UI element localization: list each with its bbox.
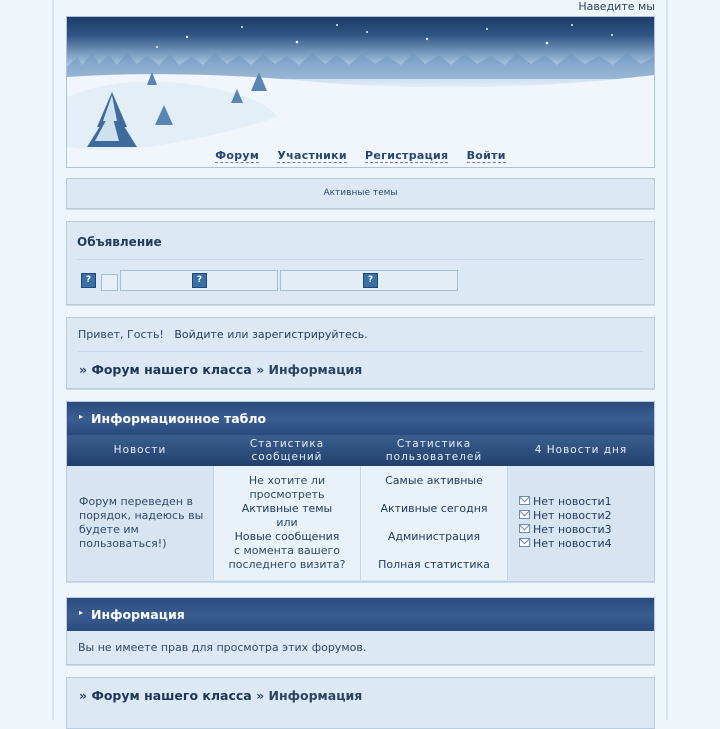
information-panel <box>66 597 655 665</box>
marquee-text: Наведите мы <box>578 0 655 13</box>
welcome-panel <box>66 317 655 389</box>
message-stats-cell <box>214 466 361 580</box>
envelope-icon <box>519 538 530 547</box>
welcome-greeting: Привет, Гость! <box>78 328 164 341</box>
help-icon[interactable]: ? <box>363 273 378 288</box>
announcement-title: Объявление <box>77 235 162 249</box>
new-posts-link[interactable]: Новые сообщения <box>234 530 340 543</box>
msg-stats-line: последнего визита? <box>228 558 346 571</box>
breadcrumb-sep: » <box>79 362 88 377</box>
info-board-column-headers <box>67 435 654 466</box>
announcement-panel <box>66 221 655 305</box>
full-stats-link[interactable]: Полная статистика <box>378 558 490 571</box>
daily-news-item[interactable] <box>519 495 612 509</box>
breadcrumb-forum-link[interactable]: Форум нашего класса <box>91 362 252 377</box>
help-icon[interactable]: ? <box>81 273 96 288</box>
divider <box>77 259 644 260</box>
nav-members-link[interactable]: Участники <box>277 149 347 162</box>
divider <box>78 351 643 352</box>
breadcrumb <box>79 688 362 703</box>
msg-stats-or: или <box>276 516 298 529</box>
bottom-breadcrumb-panel <box>66 677 655 729</box>
breadcrumb-current: » Информация <box>256 688 363 703</box>
envelope-icon <box>519 510 530 519</box>
winter-banner-image <box>67 17 654 167</box>
daily-news-link[interactable]: Нет новости2 <box>533 509 612 522</box>
nav-register-link[interactable]: Регистрация <box>365 149 449 162</box>
page-border-left <box>52 0 54 720</box>
checkbox[interactable] <box>101 274 118 291</box>
envelope-icon <box>519 524 530 533</box>
column-header-daily-news: 4 Новости дня <box>534 444 628 456</box>
administration-link[interactable]: Администрация <box>387 530 481 543</box>
daily-news-link[interactable]: Нет новости1 <box>533 495 612 508</box>
breadcrumb-sep: » <box>79 688 88 703</box>
daily-news-cell <box>508 466 654 580</box>
active-topics-link[interactable]: Активные темы <box>323 188 398 198</box>
forum-header <box>66 16 655 168</box>
breadcrumb <box>79 362 362 377</box>
breadcrumb-current: » Информация <box>256 362 363 377</box>
news-cell <box>67 466 214 580</box>
collapse-arrow-icon[interactable]: ▸ <box>79 412 84 421</box>
daily-news-item[interactable] <box>519 509 612 523</box>
info-board-cells <box>67 466 654 581</box>
login-link[interactable]: Войдите <box>174 328 224 341</box>
information-title: Информация <box>91 607 185 622</box>
msg-stats-line: просмотреть <box>249 488 325 501</box>
column-header-message-stats: Статистика сообщений <box>249 437 325 463</box>
breadcrumb-forum-link[interactable]: Форум нашего класса <box>91 688 252 703</box>
welcome-message <box>78 328 368 341</box>
info-board-title: Информационное табло <box>91 411 267 426</box>
collapse-arrow-icon[interactable]: ▸ <box>79 608 84 617</box>
help-icon[interactable]: ? <box>192 273 207 288</box>
page-border-right <box>666 0 668 720</box>
information-header[interactable] <box>67 598 654 631</box>
msg-stats-line: с момента вашего <box>233 544 341 557</box>
daily-news-item[interactable] <box>519 537 612 551</box>
register-link[interactable]: зарегистрируйтесь <box>252 328 365 341</box>
active-topics-stat-link[interactable]: Активные темы <box>241 502 333 515</box>
nav-login-link[interactable]: Войти <box>466 149 506 162</box>
envelope-icon <box>519 496 530 505</box>
active-topics-bar <box>66 178 655 209</box>
welcome-or: или <box>227 328 249 341</box>
most-active-link[interactable]: Самые активные <box>385 474 483 487</box>
user-stats-cell <box>361 466 508 580</box>
no-permission-message: Вы не имеете прав для просмотра этих форумов. <box>78 641 367 654</box>
welcome-suffix: . <box>364 328 368 341</box>
msg-stats-line: Не хотите ли <box>248 474 326 487</box>
nav-forum-link[interactable]: Форум <box>215 149 260 162</box>
daily-news-link[interactable]: Нет новости4 <box>533 537 612 550</box>
main-nav <box>67 149 654 162</box>
info-board-header[interactable] <box>67 402 654 435</box>
column-header-news: Новости <box>113 444 167 456</box>
daily-news-item[interactable] <box>519 523 612 537</box>
news-text: Форум переведен в порядок, надеюсь вы будете им пользоваться!) <box>79 495 204 550</box>
info-board-panel <box>66 401 655 582</box>
active-today-link[interactable]: Активные сегодня <box>380 502 488 515</box>
daily-news-link[interactable]: Нет новости3 <box>533 523 612 536</box>
column-header-user-stats: Статистика пользователей <box>385 437 483 463</box>
